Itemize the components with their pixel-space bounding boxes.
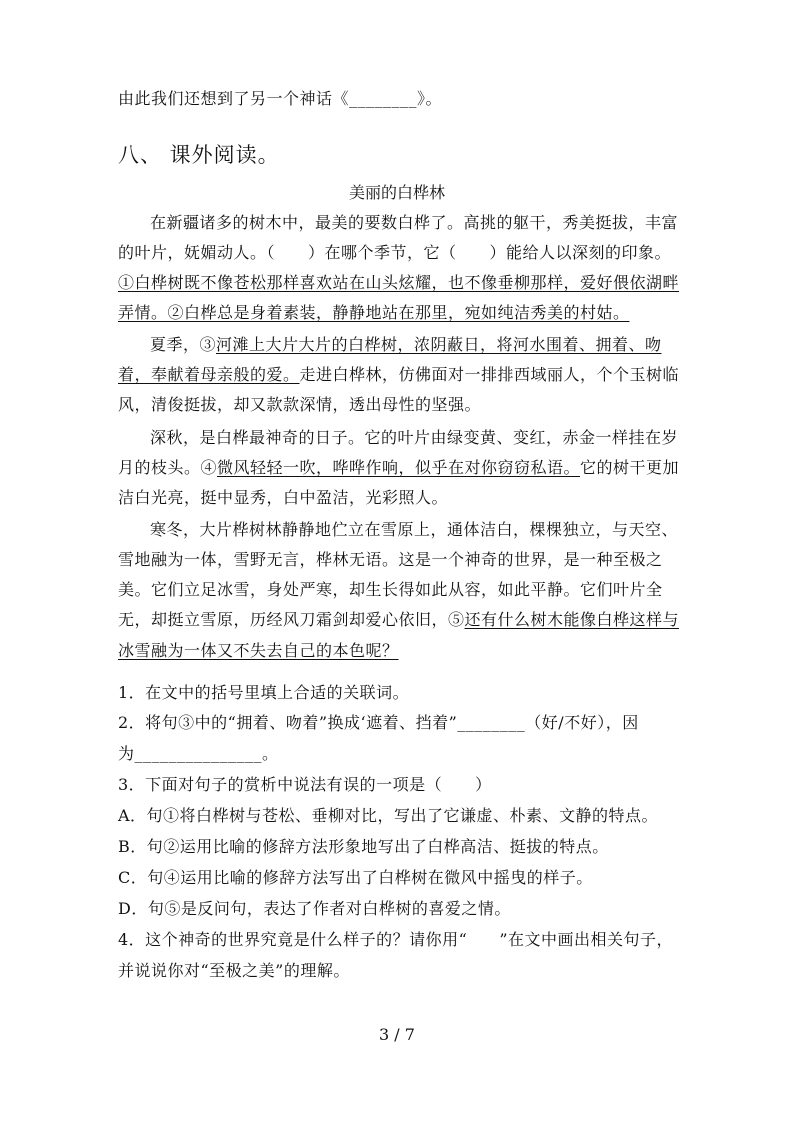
- article-line: [118, 580, 663, 600]
- article-line: [118, 488, 448, 508]
- article-line: [118, 641, 399, 661]
- underlined-sentence: 着，奉献着母亲般的爱。: [118, 365, 300, 384]
- article-text: 在新疆诸多的树木中，最美的要数白桦了。高挑的躯干，秀美挺拔，丰富: [150, 213, 679, 232]
- underlined-sentence: 冰雪融为一体又不失去自己的本色呢？: [118, 641, 399, 660]
- page-number: 3 / 7: [379, 1025, 415, 1044]
- question-3-option-c: C．句④运用比喻的修辞方法写出了白桦树在微风中摇曳的样子。: [118, 868, 593, 887]
- article-line: [118, 395, 481, 415]
- wavy-underline-mark: [467, 930, 499, 950]
- underlined-sentence: 微风轻轻一吹，哗哗作响，似乎在对你窃窃私语。: [217, 458, 581, 477]
- article-text: 走进白桦林，仿佛面对一排排西域丽人，个个玉树临: [299, 365, 680, 384]
- article-text: 无，却挺立雪原，历经风刀霜剑却爱心依旧，⑤: [118, 610, 465, 629]
- question-3-option-d: D．句⑤是反问句，表达了作者对白桦树的喜爱之情。: [118, 899, 511, 918]
- article-text: 美。它们立足冰雪，身处严寒，却生长得如此从容，如此平静。它们叶片全: [118, 580, 663, 599]
- article-line: [118, 303, 630, 323]
- underlined-sentence: 还有什么树木能像白桦这样与: [464, 610, 680, 629]
- article-line: [118, 365, 679, 385]
- question-4-line-2: 并说说你对“至极之美”的理解。: [118, 961, 350, 980]
- article-text: 月的枝头。④: [118, 458, 218, 477]
- article-line: [150, 428, 678, 448]
- article-line: [150, 520, 678, 540]
- article-line: [150, 335, 662, 355]
- article-text: 寒冬，大片桦树林静静地伫立在雪原上，通体洁白，棵棵独立，与天空、: [150, 520, 679, 539]
- section-heading: 八、 课外阅读。: [118, 143, 280, 167]
- article-text: 的叶片，妩媚动人。（ ）在哪个季节，它（ ）能给人以深刻的印象。: [118, 243, 672, 262]
- article-line: [118, 273, 679, 293]
- article-text: 它的树干更加: [580, 458, 680, 477]
- question-3-option-a: A．句①将白桦树与苍松、垂柳对比，写出了它谦虚、朴素、文静的特点。: [118, 806, 659, 825]
- article-line: [118, 550, 663, 570]
- article-text: 雪地融为一体，雪野无言，桦林无语。这是一个神奇的世界，是一种至极之: [118, 550, 663, 569]
- article-line: [118, 610, 679, 630]
- article-text: 夏季，③: [150, 335, 217, 354]
- question-4-text-before: 4．这个神奇的世界究竟是什么样子的？请你用“: [118, 930, 468, 949]
- article-text: 风，清俊挺拔，却又款款深情，透出母性的坚强。: [118, 395, 482, 414]
- article-line: [118, 458, 679, 478]
- question-1: 1．在文中的括号里填上合适的关联词。: [118, 683, 410, 702]
- intro-line: 由此我们还想到了另一个神话《________》。: [118, 89, 443, 108]
- article-line: [118, 243, 671, 263]
- question-2-line-1: 2．将句③中的“拥着、吻着”换成‘遮着、挡着”________（好/不好），因: [118, 713, 639, 732]
- article-text: 深秋，是白桦最神奇的日子。它的叶片由绿变黄、变红，赤金一样挂在岁: [150, 428, 679, 447]
- underlined-sentence: 弄情。②白桦总是身着素装，静静地站在那里，宛如纯洁秀美的村姑。: [118, 303, 630, 322]
- article-title: 美丽的白桦林: [348, 183, 445, 202]
- question-4-line-1: [118, 930, 673, 950]
- underlined-sentence: 河滩上大片大片的白桦树，浓阴蔽日，将河水围着、拥着、吻: [216, 335, 662, 354]
- question-2-line-2: 为_______________。: [118, 744, 279, 763]
- underlined-sentence: ①白桦树既不像苍松那样喜欢站在山头炫耀，也不像垂柳那样，爱好偎依湖畔: [118, 273, 680, 292]
- question-3-option-b: B．句②运用比喻的修辞方法形象地写出了白桦高洁、挺拔的特点。: [118, 837, 609, 856]
- article-line: [150, 213, 678, 233]
- question-3: 3．下面对句子的赏析中说法有误的一项是（ ）: [118, 775, 492, 794]
- article-text: 洁白光亮，挺中显秀，白中盈洁，光彩照人。: [118, 488, 449, 507]
- question-4-text-after: ”在文中画出相关句子，: [499, 930, 674, 949]
